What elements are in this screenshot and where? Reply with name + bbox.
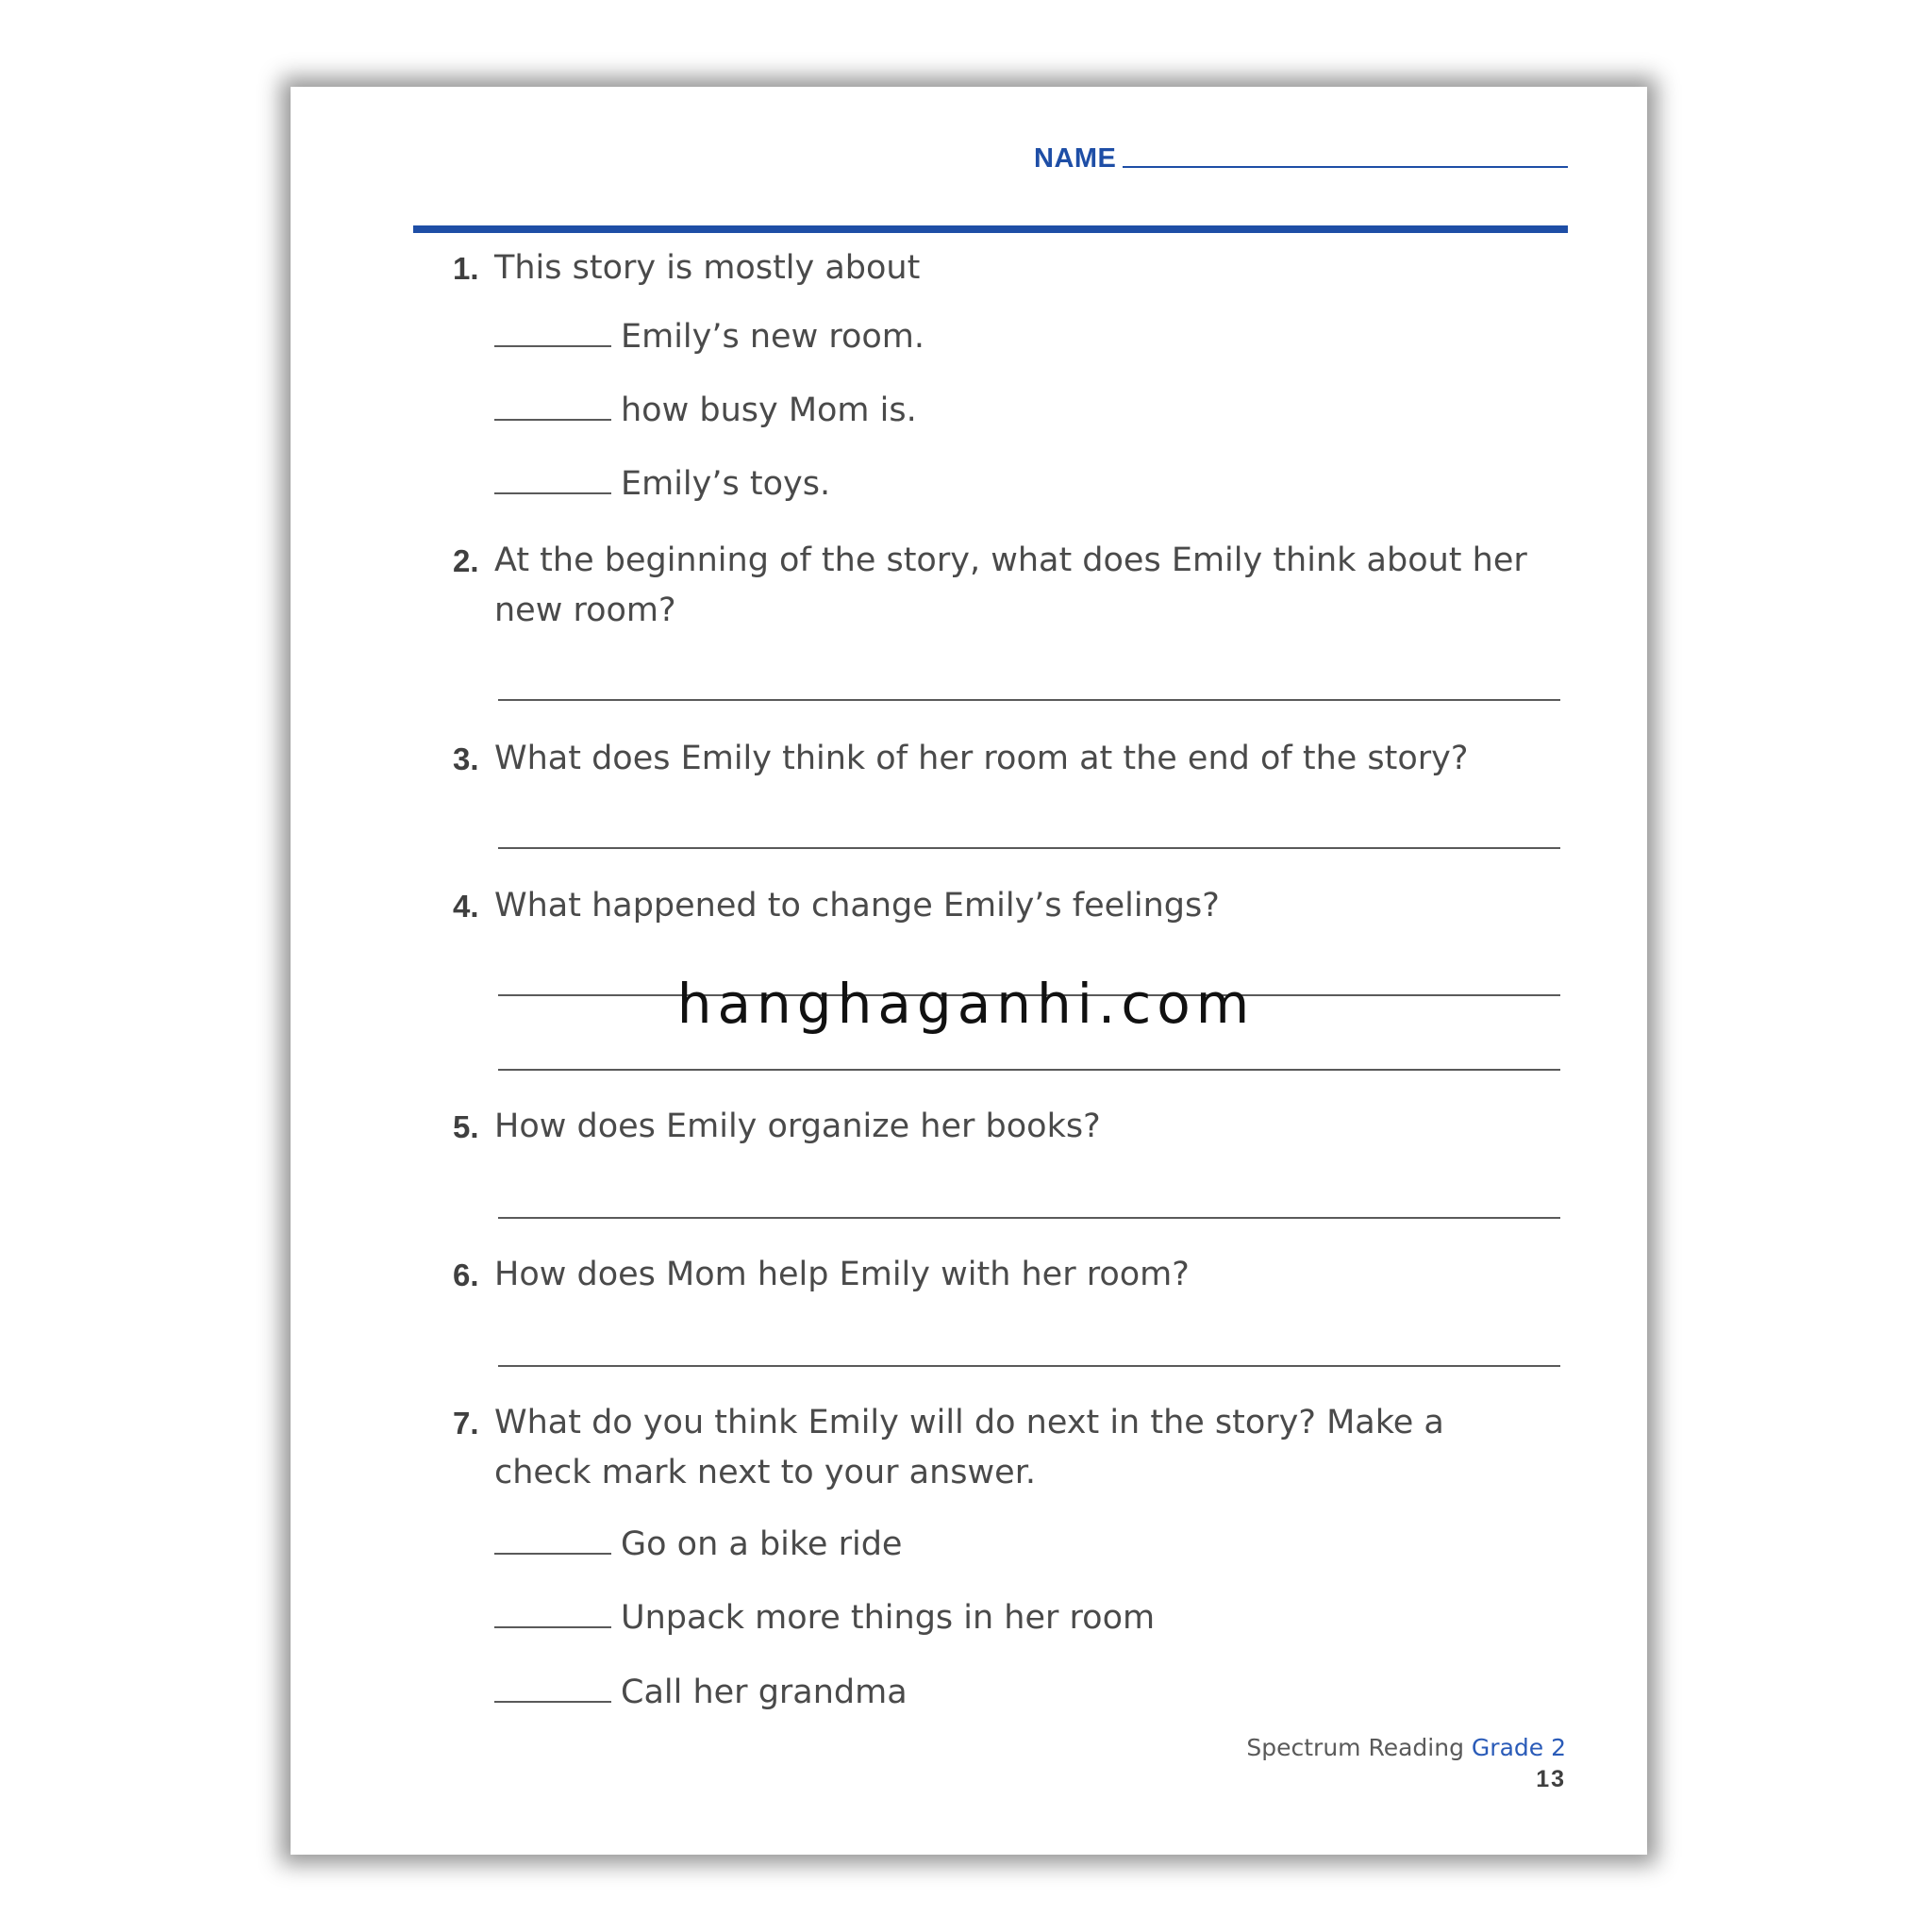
- question-3-number: 3.: [453, 741, 479, 776]
- question-2-number: 2.: [453, 543, 479, 578]
- question-1-choice-3[interactable]: [494, 464, 830, 506]
- watermark-text: hanghaganhi.com: [676, 972, 1256, 1036]
- choice-label: Emily’s new room.: [621, 318, 924, 356]
- question-7-number: 7.: [453, 1406, 479, 1441]
- choice-label: Go on a bike ride: [621, 1525, 903, 1563]
- question-4-text: What happened to change Emily’s feelings?: [494, 887, 1220, 924]
- question-4-number: 4.: [453, 889, 479, 924]
- footer-series: [1246, 1734, 1566, 1761]
- name-label: NAME: [1034, 143, 1117, 174]
- question-7-choice-3[interactable]: [494, 1673, 908, 1714]
- question-5-answer-line[interactable]: [498, 1217, 1560, 1219]
- question-6-text: How does Mom help Emily with her room?: [494, 1256, 1190, 1293]
- question-1-choice-1[interactable]: [494, 317, 924, 358]
- footer-series-name: Spectrum Reading: [1246, 1734, 1464, 1761]
- question-3-text: What does Emily think of her room at the end of the story?: [494, 740, 1469, 777]
- question-7-choice-2[interactable]: [494, 1598, 1155, 1640]
- question-4-answer-line-2[interactable]: [498, 1069, 1560, 1071]
- question-7-text: What do you think Emily will do next in the story? Make a check mark next to your answer.: [494, 1404, 1444, 1491]
- question-5-text: How does Emily organize her books?: [494, 1108, 1101, 1145]
- footer-grade: Grade 2: [1471, 1734, 1566, 1761]
- check-blank[interactable]: [494, 1673, 611, 1703]
- choice-label: Unpack more things in her room: [621, 1599, 1156, 1637]
- question-2-text: At the beginning of the story, what does Emily think about her new room?: [494, 541, 1527, 629]
- choice-label: Emily’s toys.: [621, 465, 831, 503]
- check-blank[interactable]: [494, 317, 611, 347]
- question-5-number: 5.: [453, 1109, 479, 1144]
- question-6-answer-line[interactable]: [498, 1365, 1560, 1367]
- question-6-number: 6.: [453, 1257, 479, 1292]
- question-1-number: 1.: [453, 251, 479, 286]
- check-blank[interactable]: [494, 1524, 611, 1555]
- question-7-choice-1[interactable]: [494, 1524, 902, 1566]
- question-2-answer-line[interactable]: [498, 699, 1560, 701]
- question-3-answer-line[interactable]: [498, 847, 1560, 849]
- question-1-text: This story is mostly about: [494, 249, 921, 287]
- page-number: 13: [1536, 1766, 1566, 1792]
- header-rule: [413, 225, 1568, 233]
- choice-label: how busy Mom is.: [621, 391, 917, 429]
- check-blank[interactable]: [494, 391, 611, 421]
- name-write-line[interactable]: [1123, 166, 1568, 168]
- check-blank[interactable]: [494, 1598, 611, 1628]
- question-1-choice-2[interactable]: [494, 391, 917, 432]
- check-blank[interactable]: [494, 464, 611, 494]
- choice-label: Call her grandma: [621, 1674, 908, 1711]
